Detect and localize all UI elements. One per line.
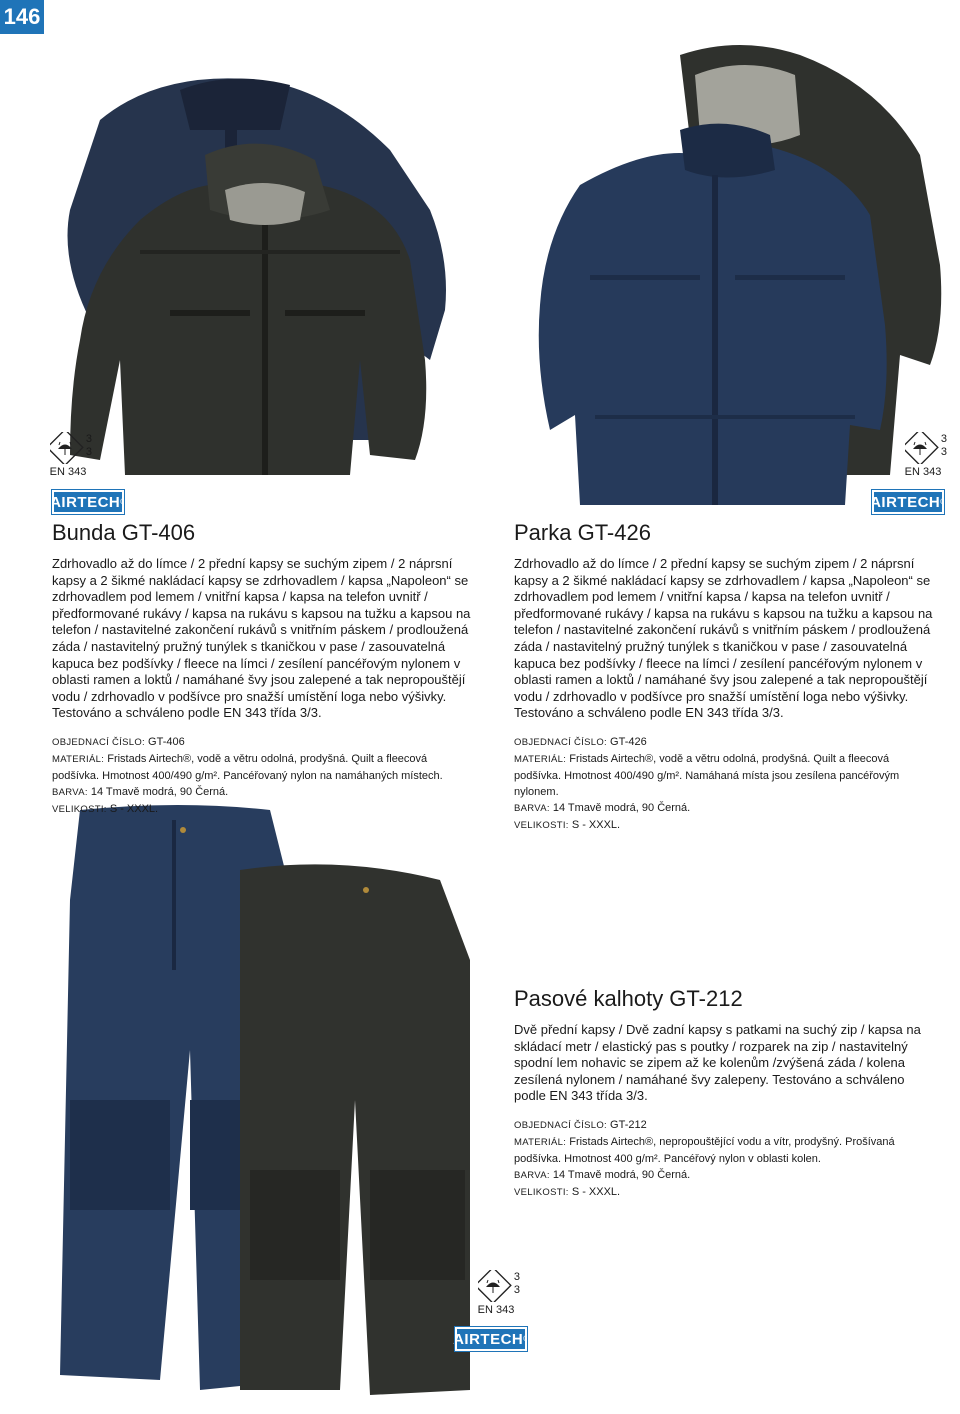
- en343-certification-badge-trousers: [466, 1270, 526, 1316]
- jacket-gt406-photo: [30, 60, 460, 480]
- airtech-logo-bottom: AIRTECH ®: [455, 1327, 527, 1351]
- color-row: BARVA: 14 Tmavě modrá, 90 Černá.: [514, 1168, 691, 1181]
- umbrella-rain-icon: [50, 432, 86, 464]
- en343-certification-badge-jacket: [38, 432, 98, 478]
- cert-level-1: 3: [513, 1271, 520, 1283]
- product-specs: [514, 1117, 924, 1201]
- airtech-logo-left: AIRTECH ®: [52, 490, 124, 514]
- order-number-row: OBJEDNACÍ ČÍSLO: GT-212: [514, 1118, 647, 1131]
- en343-certification-badge-parka: [893, 432, 953, 478]
- product-description: Zdrhovadlo až do límce / 2 přední kapsy se suchým zipem / 2 náprsní kapsy a 2 šikmé nakládací kapsy se zdrhovadlem / kapsa „Napoleon“ se zdrhovadlem pod lemem / vnitřní kapsa / kapsa na telefon uvnitř / předformované rukávy / kapsa na rukávu s kapsou na tužku a kapsou na telefon / nastavitelné zakončení rukávů s vnitřním páskem / prodloužená záda / nastavitelný pružný tunýlek s tkaničkou v pase / zasouvatelná kapuca bez podšívky / fleece na límci / zesílení pancéřovým nylonem v oblasti ramen a loktů / namáhané švy jsou zalepené a tak nepropouštějí vodu / zdrhovadlo v podšívce pro snažší umístění loga nebo výšivky. Testováno a schváleno podle EN 343 třída 3/3.: [514, 556, 933, 721]
- product-jacket-gt406: [52, 520, 472, 818]
- product-description: Zdrhovadlo až do límce / 2 přední kapsy se suchým zipem / 2 náprsní kapsy a 2 šikmé nakládací kapsy se zdrhovadlem / kapsa „Napoleon“ se zdrhovadlem pod lemem / vnitřní kapsa / kapsa na telefon uvnitř / předformované rukávy / kapsa na rukávu s kapsou na tužku a kapsou na telefon / nastavitelné zakončení rukávů s vnitřním páskem / prodloužená záda / nastavitelný pružný tunýlek s tkaničkou v pase / zasouvatelná kapuca bez podšívky / fleece na límci / zesílení pancéřovým nylonem v oblasti ramen a loktů / namáhané švy jsou zalepené a tak nepropouštějí vodu / zdrhovadlo v podšívce pro snažší umístění loga nebo výšivky. Testováno a schváleno podle EN 343 třída 3/3.: [52, 556, 471, 721]
- product-parka-gt426: [514, 520, 934, 834]
- sizes-row: VELIKOSTI: S - XXXL.: [514, 1185, 621, 1198]
- material-row: MATERIÁL: Fristads Airtech®, vodě a větru odolná, prodyšná. Quilt a fleecová podšívka. Hmotnost 400/490 g/m². Namáhaná místa jsou zesílena pancéřovým nylonem.: [514, 752, 900, 798]
- cert-standard: EN 343: [477, 1304, 515, 1316]
- material-row: MATERIÁL: Fristads Airtech®, nepropouštějící vodu a vítr, prodyšný. Prošívaná podšívka. Hmotnost 400 g/m². Pancéřový nylon v oblasti kolen.: [514, 1135, 895, 1165]
- cert-level-2: 3: [513, 1284, 520, 1296]
- material-row: MATERIÁL: Fristads Airtech®, vodě a větru odolná, prodyšná. Quilt a fleecová podšívka. Hmotnost 400/490 g/m². Pancéřovaný nylon na namáhaných místech.: [52, 752, 443, 782]
- cert-level-1: 3: [940, 433, 947, 445]
- trousers-gt212-photo: [50, 800, 480, 1400]
- product-title: Pasové kalhoty GT-212: [514, 986, 743, 1011]
- sizes-row: VELIKOSTI: S - XXXL.: [514, 818, 621, 831]
- product-title: Parka GT-426: [514, 520, 651, 545]
- color-row: BARVA: 14 Tmavě modrá, 90 Černá.: [52, 785, 229, 798]
- cert-level-2: 3: [940, 446, 947, 458]
- color-row: BARVA: 14 Tmavě modrá, 90 Černá.: [514, 801, 691, 814]
- product-specs: [514, 734, 934, 834]
- cert-level-1: 3: [85, 433, 92, 445]
- airtech-logo-right: AIRTECH ®: [872, 490, 944, 514]
- umbrella-rain-icon: [905, 432, 941, 464]
- umbrella-rain-icon: [478, 1270, 514, 1302]
- product-title: Bunda GT-406: [52, 520, 196, 545]
- product-trousers-gt212: [514, 986, 924, 1201]
- cert-standard: EN 343: [49, 466, 87, 478]
- order-number-row: OBJEDNACÍ ČÍSLO: GT-426: [514, 735, 647, 748]
- sizes-row: VELIKOSTI: S - XXXL.: [52, 802, 159, 815]
- product-description: Dvě přední kapsy / Dvě zadní kapsy s patkami na suchý zip / kapsa na skládací metr / elastický pas s poutky / rozparek na zip / nastavitelný spodní lem nohavic se zipem až ke kolenům /zvýšená záda / kolena zesílená nylonem / namáhané švy zalepeny. Testováno a schváleno podle EN 343 třída 3/3.: [514, 1022, 921, 1104]
- cert-level-2: 3: [85, 446, 92, 458]
- order-number-row: OBJEDNACÍ ČÍSLO: GT-406: [52, 735, 185, 748]
- cert-standard: EN 343: [904, 466, 942, 478]
- page-number: 146: [0, 0, 44, 34]
- parka-gt426-photo: [500, 35, 950, 515]
- product-specs: [52, 734, 472, 818]
